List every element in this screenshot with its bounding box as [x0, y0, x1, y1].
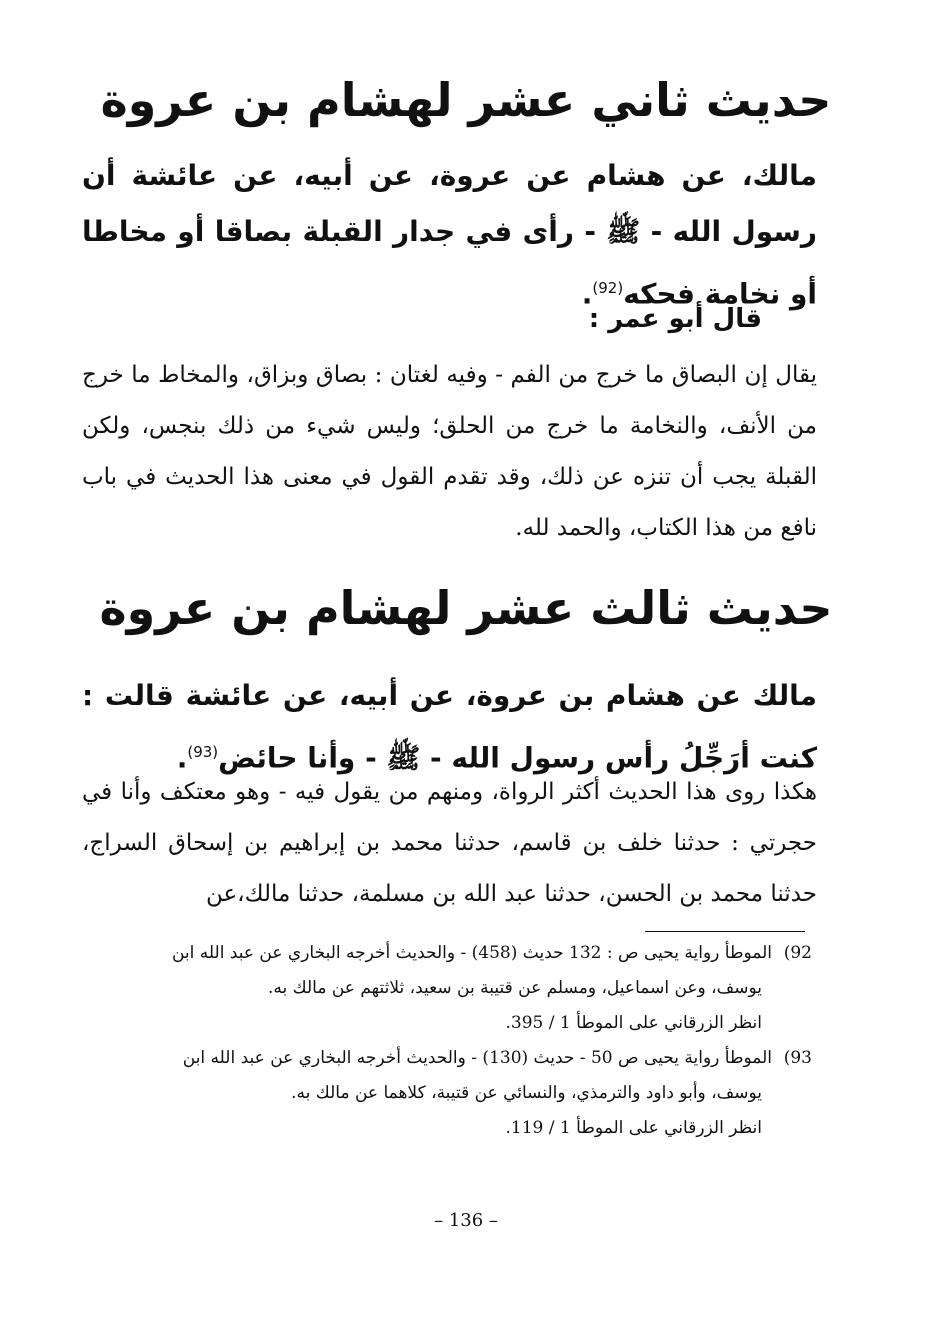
commentary-text-13: هكذا روى هذا الحديث أكثر الرواة، ومنهم من يقول فيه - وهو معتكف وأنا في حجرتي : حدثنا خلف بن قاسم، حدثنا محمد بن إبراهيم بن إسحاق السراج، حدثنا محمد بن الحسن، حدثنا عبد الله بن مسلمة، حدثنا مالك،عن	[82, 779, 817, 907]
footnote-ref-93: (93)	[187, 743, 219, 761]
footnote-93-line-3: انظر الزرقاني على الموطأ 1 / 119.	[505, 1118, 762, 1138]
hadith-text-12: مالك، عن هشام عن عروة، عن أبيه، عن عائشة أن رسول الله - ﷺ - رأى في جدار القبلة بصاقا أو مخاطا أو نخامة فحكه$^{(92)}$.	[82, 159, 817, 311]
footnote-92-line-2: يوسف، وعن اسماعيل، ومسلم عن قتيبة بن سعيد، ثلاثتهم عن مالك به.	[268, 978, 762, 998]
footnote-93-line-2: يوسف، وأبو داود والترمذي، والنسائي عن قتيبة، كلاهما عن مالك به.	[291, 1083, 762, 1103]
footnote-93-text-1: الموطأ رواية يحيى ص 50 - حديث (130) - والحديث أخرجه البخاري عن عبد الله ابن	[182, 1048, 772, 1068]
commentary-heading: قال أبو عمر :	[588, 304, 762, 334]
footnote-number-92: 92)	[783, 943, 812, 963]
hadith-body-13: مالك عن هشام بن عروة، عن أبيه، عن عائشة قالت : كنت أرَجِّلُ رأس رسول الله - ﷺ - وأنا حائض	[82, 679, 817, 775]
section-title-12: حديث ثاني عشر لهشام بن عروة	[100, 73, 832, 127]
footnote-divider	[645, 931, 805, 932]
page-number: – 136 –	[434, 1210, 498, 1231]
hadith-text-13: مالك عن هشام بن عروة، عن أبيه، عن عائشة قالت : كنت أرَجِّلُ رأس رسول الله - ﷺ - وأنا حائض$^{(93)}$.	[82, 679, 817, 775]
footnote-ref-92: (92)	[592, 279, 624, 297]
commentary-text-12: يقال إن البصاق ما خرج من الفم - وفيه لغتان : بصاق وبزاق، والمخاط ما خرج من الأنف، والنخامة ما خرج من الحلق؛ وليس شيء من ذلك بنجس، ولكن القبلة يجب أن تنزه عن ذلك، وقد تقدم القول في معنى هذا الحديث في باب نافع من هذا الكتاب، والحمد لله.	[82, 362, 817, 541]
footnote-number-93: 93)	[783, 1048, 812, 1068]
footnote-92-text-1: الموطأ رواية يحيى ص : 132 حديث (458) - والحديث أخرجه البخاري عن عبد الله ابن	[171, 943, 772, 963]
section-title-13: حديث ثالث عشر لهشام بن عروة	[99, 581, 833, 635]
footnote-92-line-1	[82, 936, 812, 971]
footnotes	[82, 936, 812, 1146]
footnote-93-line-1	[82, 1041, 812, 1076]
footnote-92-line-3: انظر الزرقاني على الموطأ 1 / 395.	[505, 1013, 762, 1033]
hadith-body-12: مالك، عن هشام عن عروة، عن أبيه، عن عائشة أن رسول الله - ﷺ - رأى في جدار القبلة بصاقا أو مخاطا أو نخامة فحكه	[82, 159, 817, 311]
